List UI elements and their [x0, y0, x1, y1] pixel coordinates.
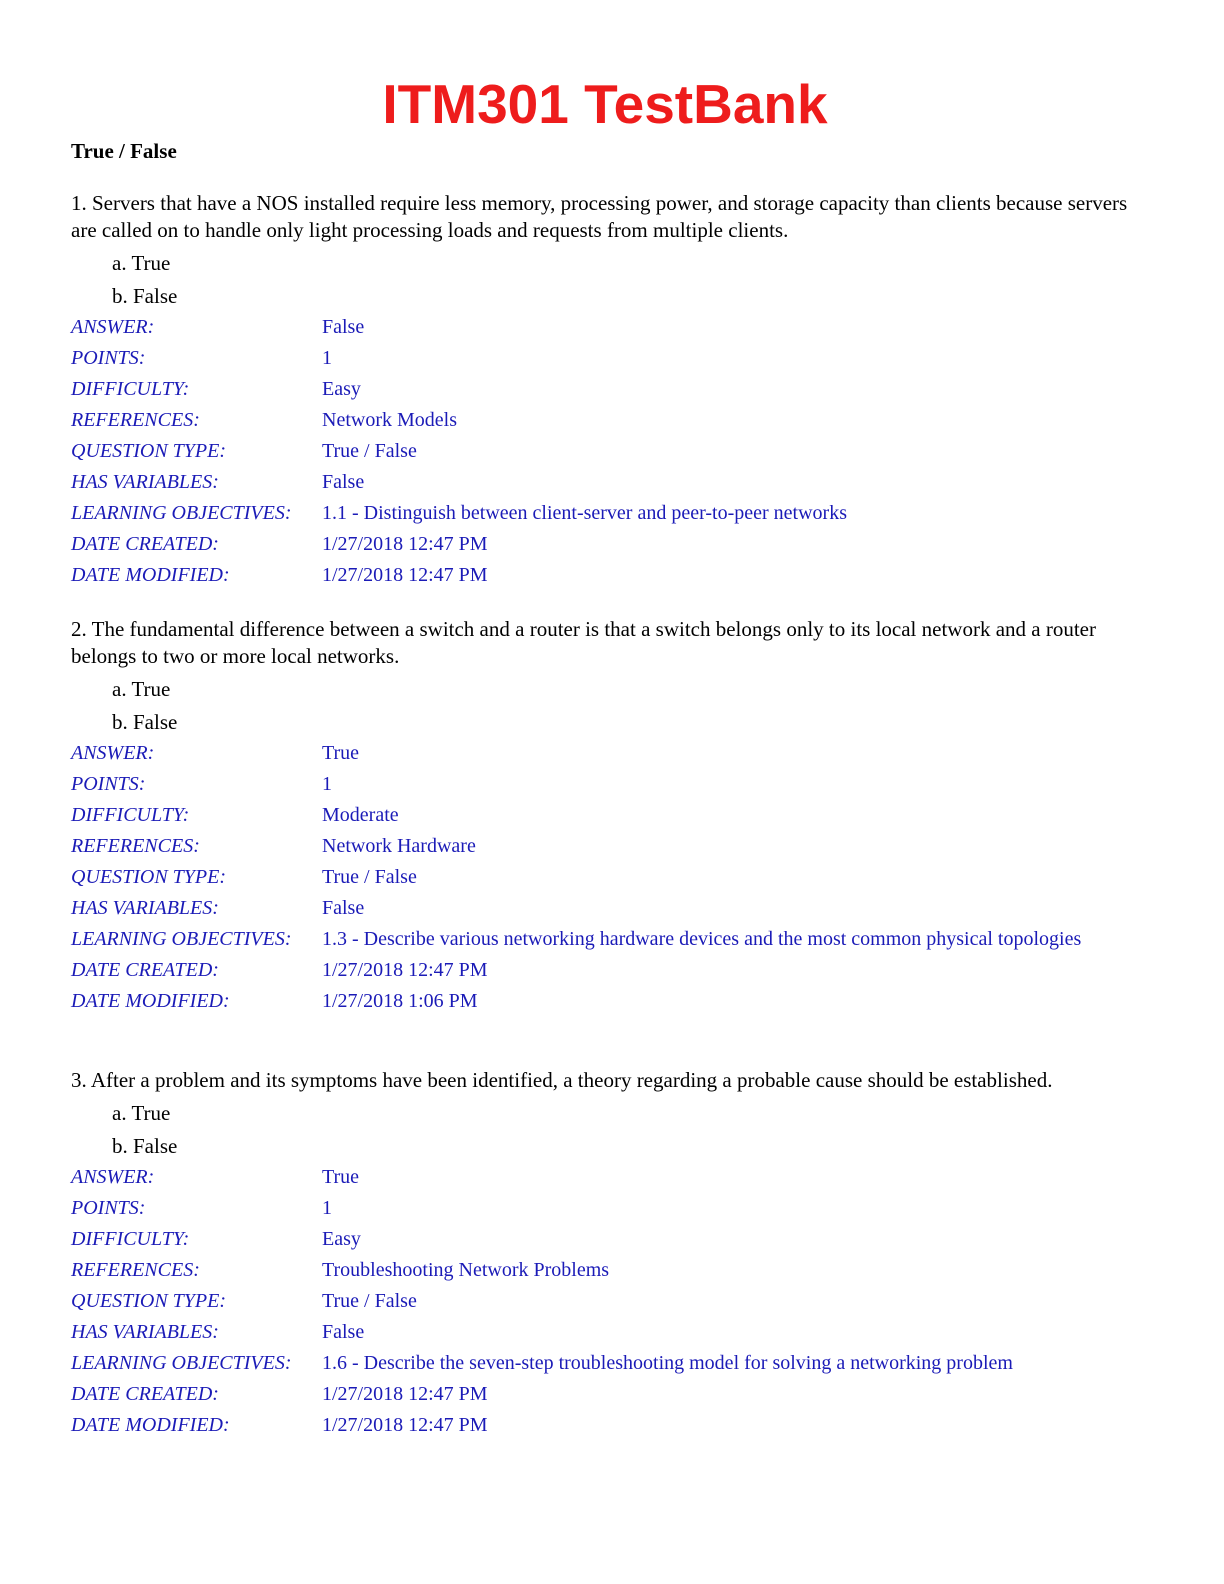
has-variables-label: HAS VARIABLES: [71, 471, 219, 493]
references-row [71, 407, 1146, 434]
points-value: 1 [322, 1197, 332, 1219]
answer-options [71, 1100, 1146, 1160]
question-block [71, 616, 1146, 1015]
learning-objectives-value: 1.3 - Describe various networking hardware devices and the most common physical topologies [322, 928, 1082, 950]
has-variables-row [71, 469, 1146, 496]
date-created-row [71, 957, 1146, 984]
date-modified-label: DATE MODIFIED: [71, 990, 230, 1012]
points-value: 1 [322, 347, 332, 369]
learning-objectives-value: 1.1 - Distinguish between client-server and peer-to-peer networks [322, 502, 847, 524]
question-type-row [71, 864, 1146, 891]
section-heading: True / False [71, 139, 177, 163]
answer-value: False [322, 316, 365, 338]
points-value: 1 [322, 773, 332, 795]
date-created-value: 1/27/2018 12:47 PM [322, 959, 488, 981]
question-block [71, 190, 1146, 589]
question-type-value: True / False [322, 1290, 417, 1312]
option-true: a. True [112, 1101, 171, 1125]
references-label: REFERENCES: [71, 1259, 200, 1281]
difficulty-value: Moderate [322, 804, 399, 826]
points-label: POINTS: [71, 1197, 146, 1219]
learning-objectives-label: LEARNING OBJECTIVES: [71, 928, 292, 950]
date-created-row [71, 1381, 1146, 1408]
question-type-value: True / False [322, 440, 417, 462]
difficulty-label: DIFFICULTY: [71, 804, 190, 826]
learning-objectives-row [71, 926, 1146, 953]
answer-options [71, 250, 1146, 310]
has-variables-label: HAS VARIABLES: [71, 1321, 219, 1343]
date-modified-row [71, 988, 1146, 1015]
points-label: POINTS: [71, 773, 146, 795]
answer-options [71, 676, 1146, 736]
answer-label: ANSWER: [71, 1166, 155, 1188]
difficulty-label: DIFFICULTY: [71, 1228, 190, 1250]
question-block [71, 1067, 1146, 1439]
has-variables-row [71, 1319, 1146, 1346]
learning-objectives-label: LEARNING OBJECTIVES: [71, 1352, 292, 1374]
answer-value: True [322, 742, 360, 764]
question-metadata [71, 314, 1146, 589]
date-created-value: 1/27/2018 12:47 PM [322, 1383, 488, 1405]
date-created-row [71, 531, 1146, 558]
has-variables-label: HAS VARIABLES: [71, 897, 219, 919]
date-created-value: 1/27/2018 12:47 PM [322, 533, 488, 555]
points-label: POINTS: [71, 347, 146, 369]
option-true: a. True [112, 677, 171, 701]
option-true: a. True [112, 251, 171, 275]
learning-objectives-row [71, 500, 1146, 527]
answer-row [71, 740, 1146, 767]
points-row [71, 771, 1146, 798]
references-label: REFERENCES: [71, 835, 200, 857]
has-variables-value: False [322, 471, 365, 493]
question-text: 2. The fundamental difference between a switch and a router is that a switch belongs only to its local network and a router belongs to two or more local networks. [71, 617, 1096, 668]
answer-label: ANSWER: [71, 316, 155, 338]
question-type-row [71, 1288, 1146, 1315]
answer-row [71, 1164, 1146, 1191]
references-row [71, 1257, 1146, 1284]
learning-objectives-label: LEARNING OBJECTIVES: [71, 502, 292, 524]
points-row [71, 1195, 1146, 1222]
question-type-label: QUESTION TYPE: [71, 440, 227, 462]
has-variables-value: False [322, 1321, 365, 1343]
difficulty-value: Easy [322, 1228, 361, 1250]
difficulty-label: DIFFICULTY: [71, 378, 190, 400]
question-type-row [71, 438, 1146, 465]
references-value: Network Hardware [322, 835, 476, 857]
option-false: b. False [112, 284, 178, 308]
date-modified-label: DATE MODIFIED: [71, 564, 230, 586]
references-row [71, 833, 1146, 860]
has-variables-row [71, 895, 1146, 922]
date-created-label: DATE CREATED: [71, 533, 219, 555]
has-variables-value: False [322, 897, 365, 919]
date-modified-label: DATE MODIFIED: [71, 1414, 230, 1436]
date-created-label: DATE CREATED: [71, 1383, 219, 1405]
difficulty-row [71, 1226, 1146, 1253]
points-row [71, 345, 1146, 372]
question-metadata [71, 740, 1146, 1015]
difficulty-row [71, 376, 1146, 403]
date-modified-value: 1/27/2018 1:06 PM [322, 990, 478, 1012]
question-text: 1. Servers that have a NOS installed require less memory, processing power, and storage capacity than clients because servers are called on to handle only light processing loads and requests from multiple clients. [71, 191, 1128, 242]
learning-objectives-row [71, 1350, 1146, 1377]
option-false: b. False [112, 710, 178, 734]
date-created-label: DATE CREATED: [71, 959, 219, 981]
question-text: 3. After a problem and its symptoms have been identified, a theory regarding a probable cause should be established. [71, 1068, 1053, 1092]
date-modified-row [71, 562, 1146, 589]
date-modified-value: 1/27/2018 12:47 PM [322, 1414, 488, 1436]
question-metadata [71, 1164, 1146, 1439]
date-modified-value: 1/27/2018 12:47 PM [322, 564, 488, 586]
difficulty-value: Easy [322, 378, 361, 400]
difficulty-row [71, 802, 1146, 829]
answer-row [71, 314, 1146, 341]
references-label: REFERENCES: [71, 409, 200, 431]
references-value: Network Models [322, 409, 457, 431]
answer-label: ANSWER: [71, 742, 155, 764]
question-type-label: QUESTION TYPE: [71, 866, 227, 888]
option-false: b. False [112, 1134, 178, 1158]
date-modified-row [71, 1412, 1146, 1439]
references-value: Troubleshooting Network Problems [322, 1259, 610, 1281]
question-type-value: True / False [322, 866, 417, 888]
learning-objectives-value: 1.6 - Describe the seven-step troubleshooting model for solving a networking problem [322, 1352, 1013, 1374]
answer-value: True [322, 1166, 360, 1188]
question-type-label: QUESTION TYPE: [71, 1290, 227, 1312]
document-title: ITM301 TestBank [382, 73, 828, 135]
